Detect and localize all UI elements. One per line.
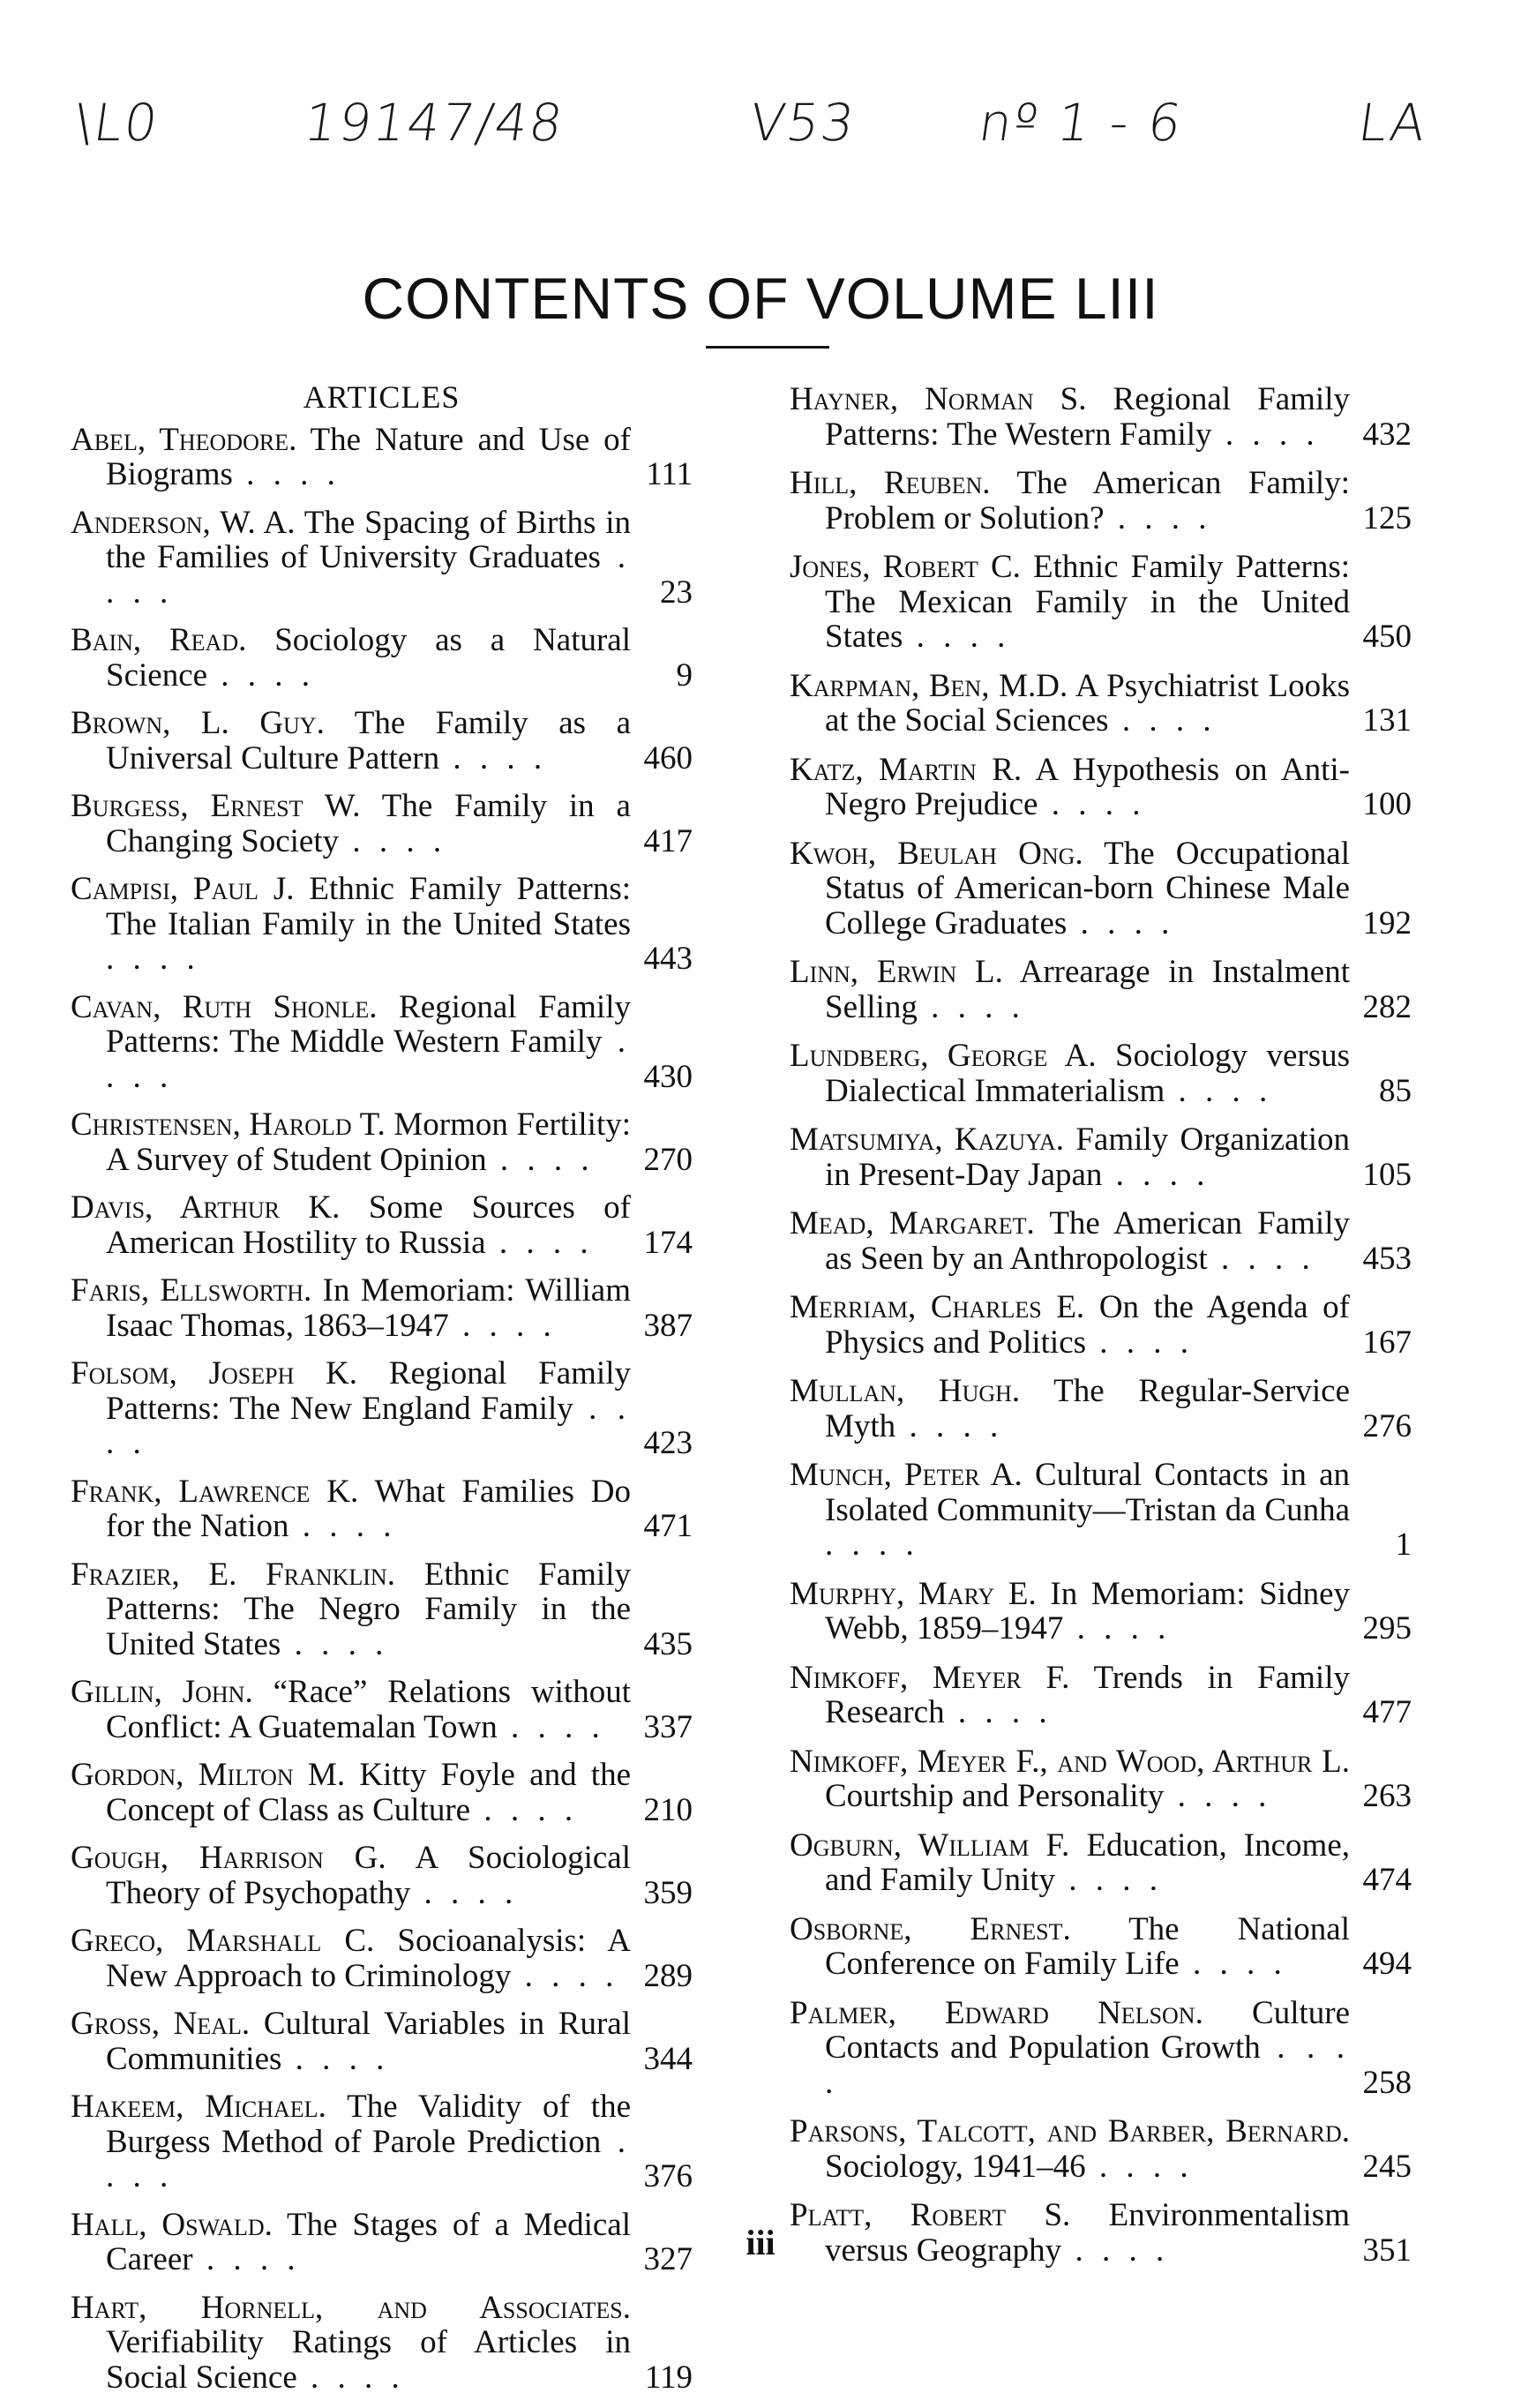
entry-author: Gross, Neal. xyxy=(71,2006,251,2042)
dot-leader: . . . . xyxy=(903,619,1011,655)
handwritten-shelfmark xyxy=(0,93,1521,154)
entry-author: Hall, Oswald. xyxy=(71,2206,273,2243)
entry-title: Verifiability Ratings of Articles in Social Science xyxy=(106,2324,631,2396)
dot-leader: . . . . xyxy=(281,2040,390,2077)
dot-leader: . . . . xyxy=(485,1224,594,1261)
entry-author: Hart, Hornell, and Associates. xyxy=(71,2289,631,2326)
dot-leader: . . . . xyxy=(232,456,341,492)
entry-title: The Regular-Service Myth xyxy=(825,1373,1350,1444)
entry-author: Anderson, W. A. xyxy=(71,504,296,541)
entry-title: Trends in Family Research xyxy=(825,1659,1350,1730)
entry-author: Abel, Theodore. xyxy=(71,421,297,458)
entry-author: Hayner, Norman S. xyxy=(790,381,1087,417)
dot-leader: . . . . xyxy=(106,2123,631,2194)
entry-page: 471 xyxy=(643,1508,693,1544)
dot-leader: . . . . xyxy=(106,1390,631,1461)
entry-author: Greco, Marshall C. xyxy=(71,1923,375,1959)
toc-entry xyxy=(790,550,1412,655)
toc-entry xyxy=(71,1273,693,1343)
entry-author: Parsons, Talcott, and Barber, Bernard. xyxy=(790,2113,1350,2149)
entry-page: 125 xyxy=(1362,499,1412,536)
entry-title: Regional Family Patterns: The New England Family xyxy=(106,1355,631,1427)
entry-author: Nimkoff, Meyer F. xyxy=(790,1659,1070,1696)
toc-entry xyxy=(790,382,1412,452)
page-title: CONTENTS OF VOLUME LIII xyxy=(362,266,1159,331)
dot-leader: . . . . xyxy=(207,656,316,694)
toc-entry xyxy=(790,1039,1412,1108)
toc-entry xyxy=(71,1557,693,1662)
toc-entry xyxy=(790,1744,1412,1814)
entry-author: Cavan, Ruth Shonle. xyxy=(71,988,378,1025)
entry-title: The American Family as Seen by an Anthropologist xyxy=(825,1205,1350,1277)
entry-author: Lundberg, George A. xyxy=(790,1038,1097,1074)
entry-title: “Race” Relations without Conflict: A Guatemalan Town xyxy=(106,1674,631,1745)
page-number: iii xyxy=(746,2223,775,2262)
entry-page: 295 xyxy=(1362,1610,1412,1647)
dot-leader: . . . . xyxy=(470,1791,579,1828)
entry-title: Regional Family Patterns: The Western Family xyxy=(825,381,1350,453)
entry-title: Environmentalism versus Geography xyxy=(825,2197,1350,2269)
entry-title: The Occupational Status of American-born Chinese Male College Graduates xyxy=(825,835,1350,941)
dot-leader: . . . . xyxy=(1102,1156,1210,1193)
dot-leader: . . . . xyxy=(448,1307,557,1344)
entry-title: Education, Income, and Family Unity xyxy=(825,1827,1351,1898)
entry-title: The Stages of a Medical Career xyxy=(106,2206,631,2277)
dot-leader: . . . . xyxy=(1104,499,1212,536)
toc-entry xyxy=(71,2291,693,2396)
entry-title: A Psychiatrist Looks at the Social Sciences xyxy=(825,667,1350,739)
toc-entry xyxy=(71,1107,693,1177)
handwritten-note: LA xyxy=(1354,93,1432,153)
entry-title: The American Family: Problem or Solution? xyxy=(825,465,1350,536)
entry-page: 167 xyxy=(1362,1324,1412,1361)
toc-entry xyxy=(71,1474,693,1544)
entry-page: 423 xyxy=(643,1425,693,1461)
toc-entry xyxy=(790,1912,1412,1982)
right-column xyxy=(790,375,1412,2282)
entry-page: 270 xyxy=(643,1141,693,1178)
toc-entry xyxy=(71,2007,693,2076)
entry-title: Some Sources of American Hostility to Russia xyxy=(106,1189,632,1261)
dot-leader: . . . . xyxy=(288,1508,397,1544)
entry-title: The Family as a Universal Culture Pattern xyxy=(106,705,631,776)
dot-leader: . . . . xyxy=(1179,1946,1287,1982)
dot-leader: . . . . xyxy=(106,941,200,977)
entry-title: Regional Family Patterns: The Middle Western Family xyxy=(106,988,631,1060)
dot-leader: . . . . xyxy=(439,739,548,776)
entry-page: 337 xyxy=(643,1708,693,1745)
entry-title: The Family in a Changing Society xyxy=(106,788,631,859)
dot-leader: . . . . xyxy=(895,1407,1004,1444)
left-column xyxy=(71,375,693,2408)
entry-page: 450 xyxy=(1362,619,1412,655)
entry-author: Frazier, E. Franklin. xyxy=(71,1556,395,1593)
dot-leader: . . . . xyxy=(825,1527,919,1563)
entry-author: Jones, Robert C. xyxy=(790,549,1021,585)
entry-author: Christensen, Harold T. xyxy=(71,1106,386,1143)
dot-leader: . . . . xyxy=(1085,2148,1194,2185)
entry-page: 263 xyxy=(1362,1778,1412,1814)
dot-leader: . . . . xyxy=(1165,1072,1273,1109)
toc-entry xyxy=(790,1290,1412,1360)
entry-page: 289 xyxy=(643,1957,693,1994)
entry-page: 119 xyxy=(644,2359,693,2396)
entry-page: 23 xyxy=(660,574,693,611)
entry-author: Campisi, Paul J. xyxy=(71,871,295,907)
entry-page: 494 xyxy=(1362,1946,1412,1982)
dot-leader: . . . . xyxy=(339,822,447,859)
dot-leader: . . . . xyxy=(1211,416,1320,453)
toc-entry xyxy=(790,1122,1412,1192)
entry-title: Kitty Foyle and the Concept of Class as Culture xyxy=(106,1757,632,1828)
toc-entry xyxy=(790,836,1412,941)
entry-author: Hill, Reuben. xyxy=(790,465,991,501)
entry-page: 9 xyxy=(676,656,693,694)
entry-title: On the Agenda of Physics and Politics xyxy=(825,1289,1350,1361)
entry-title: Sociology as a Natural Science xyxy=(106,622,632,694)
toc-entry xyxy=(790,669,1412,739)
entry-title: The National Conference on Family Life xyxy=(825,1910,1350,1982)
left-entry-list xyxy=(71,423,693,2396)
toc-entry xyxy=(71,623,693,693)
toc-entry xyxy=(71,872,693,977)
toc-entry xyxy=(71,423,693,492)
entry-title: Courtship and Personality xyxy=(825,1778,1165,1814)
entry-author: Gordon, Milton M. xyxy=(71,1757,346,1793)
entry-author: Platt, Robert S. xyxy=(790,2197,1071,2233)
toc-entry xyxy=(790,1577,1412,1647)
entry-page: 131 xyxy=(1362,702,1412,739)
entry-author: Ogburn, William F. xyxy=(790,1827,1070,1864)
entry-title: Ethnic Family Patterns: The Negro Family in the United States xyxy=(106,1556,631,1662)
toc-entry xyxy=(71,506,693,611)
dot-leader: . . . . xyxy=(944,1694,1053,1730)
dot-leader: . . . . xyxy=(825,2029,1350,2101)
dot-leader: . . . . xyxy=(192,2241,301,2277)
entry-page: 85 xyxy=(1379,1072,1412,1109)
entry-page: 276 xyxy=(1362,1407,1412,1444)
entry-page: 344 xyxy=(643,2040,693,2077)
entry-author: Murphy, Mary E. xyxy=(790,1575,1037,1612)
entry-page: 100 xyxy=(1362,786,1412,822)
entry-author: Davis, Arthur K. xyxy=(71,1189,341,1226)
entry-author: Mullan, Hugh. xyxy=(790,1373,1021,1409)
dot-leader: . . . . xyxy=(1063,1610,1172,1647)
entry-page: 474 xyxy=(1362,1862,1412,1898)
entry-author: Katz, Martin R. xyxy=(790,751,1023,788)
right-entry-list xyxy=(790,382,1412,2268)
dot-leader: . . . . xyxy=(1067,904,1175,941)
entry-title: A Sociological Theory of Psychopathy xyxy=(106,1840,631,1911)
entry-page: 105 xyxy=(1362,1156,1412,1193)
entry-page: 327 xyxy=(643,2241,693,2277)
entry-title: A Hypothesis on Anti-Negro Prejudice xyxy=(825,751,1350,822)
toc-entry xyxy=(790,753,1412,822)
handwritten-note: 19147/48 xyxy=(300,93,568,153)
entry-title: Family Organization in Present-Day Japan xyxy=(825,1121,1350,1193)
entry-author: Gough, Harrison G. xyxy=(71,1840,386,1876)
entry-page: 174 xyxy=(643,1224,693,1261)
entry-author: Nimkoff, Meyer F., and Wood, Arthur L. xyxy=(790,1743,1350,1780)
dot-leader: . . . . xyxy=(1086,1324,1195,1361)
toc-entry xyxy=(790,1458,1412,1563)
entry-author: Faris, Ellsworth. xyxy=(71,1272,312,1309)
entry-title: In Memoriam: William Isaac Thomas, 1863–1947 xyxy=(106,1272,631,1344)
entry-page: 258 xyxy=(1362,2064,1412,2101)
entry-title: Sociology versus Dialectical Immaterialism xyxy=(825,1038,1350,1109)
dot-leader: . . . . xyxy=(106,1024,631,1095)
dot-leader: . . . . xyxy=(410,1874,519,1911)
entry-page: 359 xyxy=(643,1874,693,1911)
entry-author: Burgess, Ernest W. xyxy=(71,788,361,824)
entry-author: Folsom, Joseph K. xyxy=(71,1355,358,1392)
entry-author: Mead, Margaret. xyxy=(790,1205,1035,1242)
entry-page: 417 xyxy=(643,822,693,859)
entry-page: 435 xyxy=(643,1625,693,1662)
handwritten-note: nº 1 - 6 xyxy=(975,93,1188,153)
entry-page: 210 xyxy=(643,1791,693,1828)
entry-page: 443 xyxy=(643,941,693,977)
entry-author: Linn, Erwin L. xyxy=(790,954,1003,990)
dot-leader: . . . . xyxy=(106,539,632,611)
entry-title: Ethnic Family Patterns: The Mexican Family in the United States xyxy=(825,549,1350,655)
dot-leader: . . . . xyxy=(497,1708,605,1745)
entry-author: Palmer, Edward Nelson. xyxy=(790,1994,1203,2031)
entry-author: Hakeem, Michael. xyxy=(71,2089,326,2125)
handwritten-note: \L0 xyxy=(71,93,163,153)
dot-leader: . . . . xyxy=(486,1141,595,1178)
toc-entry xyxy=(790,1996,1412,2101)
toc-entry xyxy=(71,990,693,1095)
entry-title: Mormon Fertility: A Survey of Student Opinion xyxy=(106,1106,632,1178)
dot-leader: . . . . xyxy=(1038,786,1146,822)
handwritten-note: V53 xyxy=(746,93,860,153)
entry-title: Cultural Contacts in an Isolated Community—Tristan da Cunha xyxy=(825,1457,1350,1528)
entry-page: 282 xyxy=(1362,988,1412,1025)
toc-entry xyxy=(790,2114,1412,2184)
dot-leader: . . . . xyxy=(281,1625,389,1662)
entry-title: The Nature and Use of Biograms xyxy=(106,421,631,492)
entry-author: Bain, Read. xyxy=(71,622,247,658)
entry-author: Matsumiya, Kazuya. xyxy=(790,1121,1065,1158)
title-rule xyxy=(706,346,829,349)
entry-title: The Validity of the Burgess Method of Parole Prediction xyxy=(106,2089,631,2160)
dot-leader: . . . . xyxy=(511,1957,619,1994)
entry-title: Ethnic Family Patterns: The Italian Family in the United States xyxy=(106,871,631,942)
entry-title: Cultural Variables in Rural Communities xyxy=(106,2006,632,2077)
toc-entry xyxy=(71,1841,693,1910)
entry-title: Arrearage in Instalment Selling xyxy=(825,954,1350,1025)
entry-author: Karpman, Ben, M.D. xyxy=(790,667,1068,704)
entry-page: 453 xyxy=(1362,1240,1412,1277)
entry-page: 351 xyxy=(1362,2232,1412,2269)
entry-page: 432 xyxy=(1362,416,1412,453)
entry-author: Brown, L. Guy. xyxy=(71,705,325,741)
dot-leader: . . . . xyxy=(1207,1240,1315,1277)
toc-entry xyxy=(790,466,1412,536)
entry-page: 245 xyxy=(1362,2148,1412,2185)
entry-author: Merriam, Charles E. xyxy=(790,1289,1085,1325)
entry-author: Osborne, Ernest. xyxy=(790,1910,1071,1947)
entry-author: Kwoh, Beulah Ong. xyxy=(790,835,1083,872)
toc-entry xyxy=(71,1924,693,1993)
entry-author: Gillin, John. xyxy=(71,1674,253,1710)
toc-entry xyxy=(790,1374,1412,1444)
toc-entry xyxy=(71,706,693,776)
toc-entry xyxy=(71,1190,693,1260)
entry-author: Munch, Peter A. xyxy=(790,1457,1023,1493)
entry-page: 477 xyxy=(1362,1694,1412,1730)
toc-entry xyxy=(790,1828,1412,1898)
entry-title: Socioanalysis: A New Approach to Criminology xyxy=(106,1923,631,1994)
entry-page: 376 xyxy=(643,2158,693,2194)
toc-entry xyxy=(71,1675,693,1744)
entry-page: 111 xyxy=(646,456,693,492)
toc-entry xyxy=(790,1206,1412,1276)
entry-page: 387 xyxy=(643,1307,693,1344)
toc-entry xyxy=(71,789,693,859)
dot-leader: . . . . xyxy=(917,988,1025,1025)
entry-title: Culture Contacts and Population Growth xyxy=(825,1994,1350,2066)
entry-page: 192 xyxy=(1362,904,1412,941)
toc-entry xyxy=(71,2089,693,2194)
entry-page: 430 xyxy=(643,1058,693,1095)
dot-leader: . . . . xyxy=(1164,1778,1272,1814)
entry-page: 1 xyxy=(1395,1527,1412,1563)
toc-entry xyxy=(71,1356,693,1461)
entry-title: The Spacing of Births in the Families of University Graduates xyxy=(106,504,631,575)
entry-author: Frank, Lawrence K. xyxy=(71,1473,359,1510)
entry-title: What Families Do for the Nation xyxy=(106,1473,631,1544)
dot-leader: . . . . xyxy=(1061,2232,1170,2269)
entry-page: 460 xyxy=(643,739,693,776)
toc-entry xyxy=(790,1661,1412,1730)
dot-leader: . . . . xyxy=(296,2359,405,2396)
dot-leader: . . . . xyxy=(1055,1862,1164,1898)
dot-leader: . . . . xyxy=(1108,702,1217,739)
toc-entry xyxy=(71,1758,693,1827)
entry-title: Sociology, 1941–46 xyxy=(825,2148,1086,2185)
toc-entry xyxy=(790,955,1412,1024)
entry-title: In Memoriam: Sidney Webb, 1859–1947 xyxy=(825,1575,1350,1647)
section-heading: ARTICLES xyxy=(303,379,461,415)
